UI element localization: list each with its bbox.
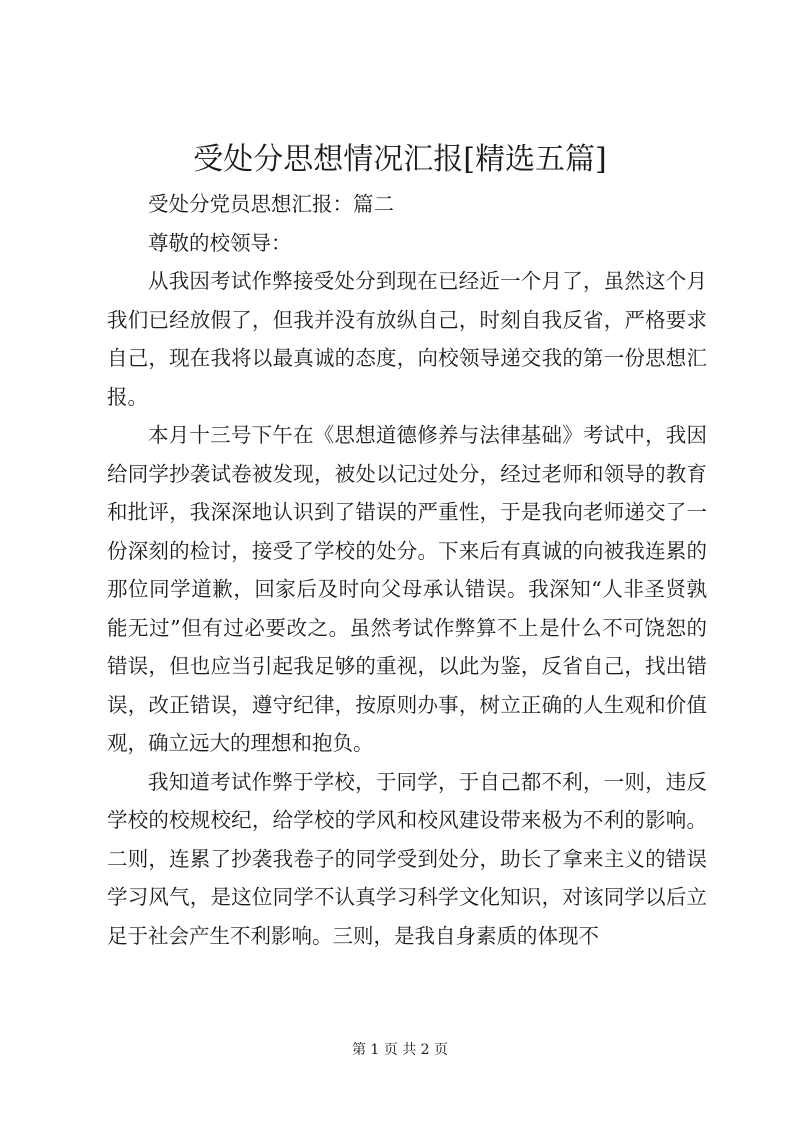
paragraph-1: 从我因考试作弊接受处分到现在已经近一个月了，虽然这个月我们已经放假了，但我并没有放纵自己，时刻自我反省，严格要求自己，现在我将以最真诚的态度，向校领导递交我的第一份思想汇报。: [107, 269, 707, 409]
document-body: [107, 185, 707, 955]
paragraph-subtitle: 受处分党员思想汇报：篇二: [148, 192, 394, 216]
paragraph-salutation: 尊敬的校领导：: [148, 230, 292, 255]
page-footer: 第 1 页 共 2 页: [351, 1042, 449, 1058]
paragraph-2: 本月十三号下午在《思想道德修养与法律基础》考试中，我因给同学抄袭试卷被发现，被处以记过处分，经过老师和领导的教育和批评，我深深地认识到了错误的严重性，于是我向老师递交了一份深刻的检讨，接受了学校的处分。下来后有真诚的向被我连累的那位同学道歉，回家后及时向父母承认错误。我深知“人非圣贤孰能无过”但有过必要改之。虽然考试作弊算不上是什么不可饶恕的错误，但也应当引起我足够的重视，以此为鉴，反省自己，找出错误，改正错误，遵守纪律，按原则办事，树立正确的人生观和价值观，确立远大的理想和抱负。: [107, 423, 707, 755]
document-title: 受处分思想情况汇报[精选五篇]: [193, 142, 607, 177]
paragraph-3: 我知道考试作弊于学校，于同学，于自己都不利，一则，违反学校的校规校纪，给学校的学风和校风建设带来极为不利的影响。二则，连累了抄袭我卷子的同学受到处分，助长了拿来主义的错误学习风气，是这位同学不认真学习科学文化知识，对该同学以后立足于社会产生不利影响。三则，是我自身素质的体现不: [107, 769, 707, 948]
